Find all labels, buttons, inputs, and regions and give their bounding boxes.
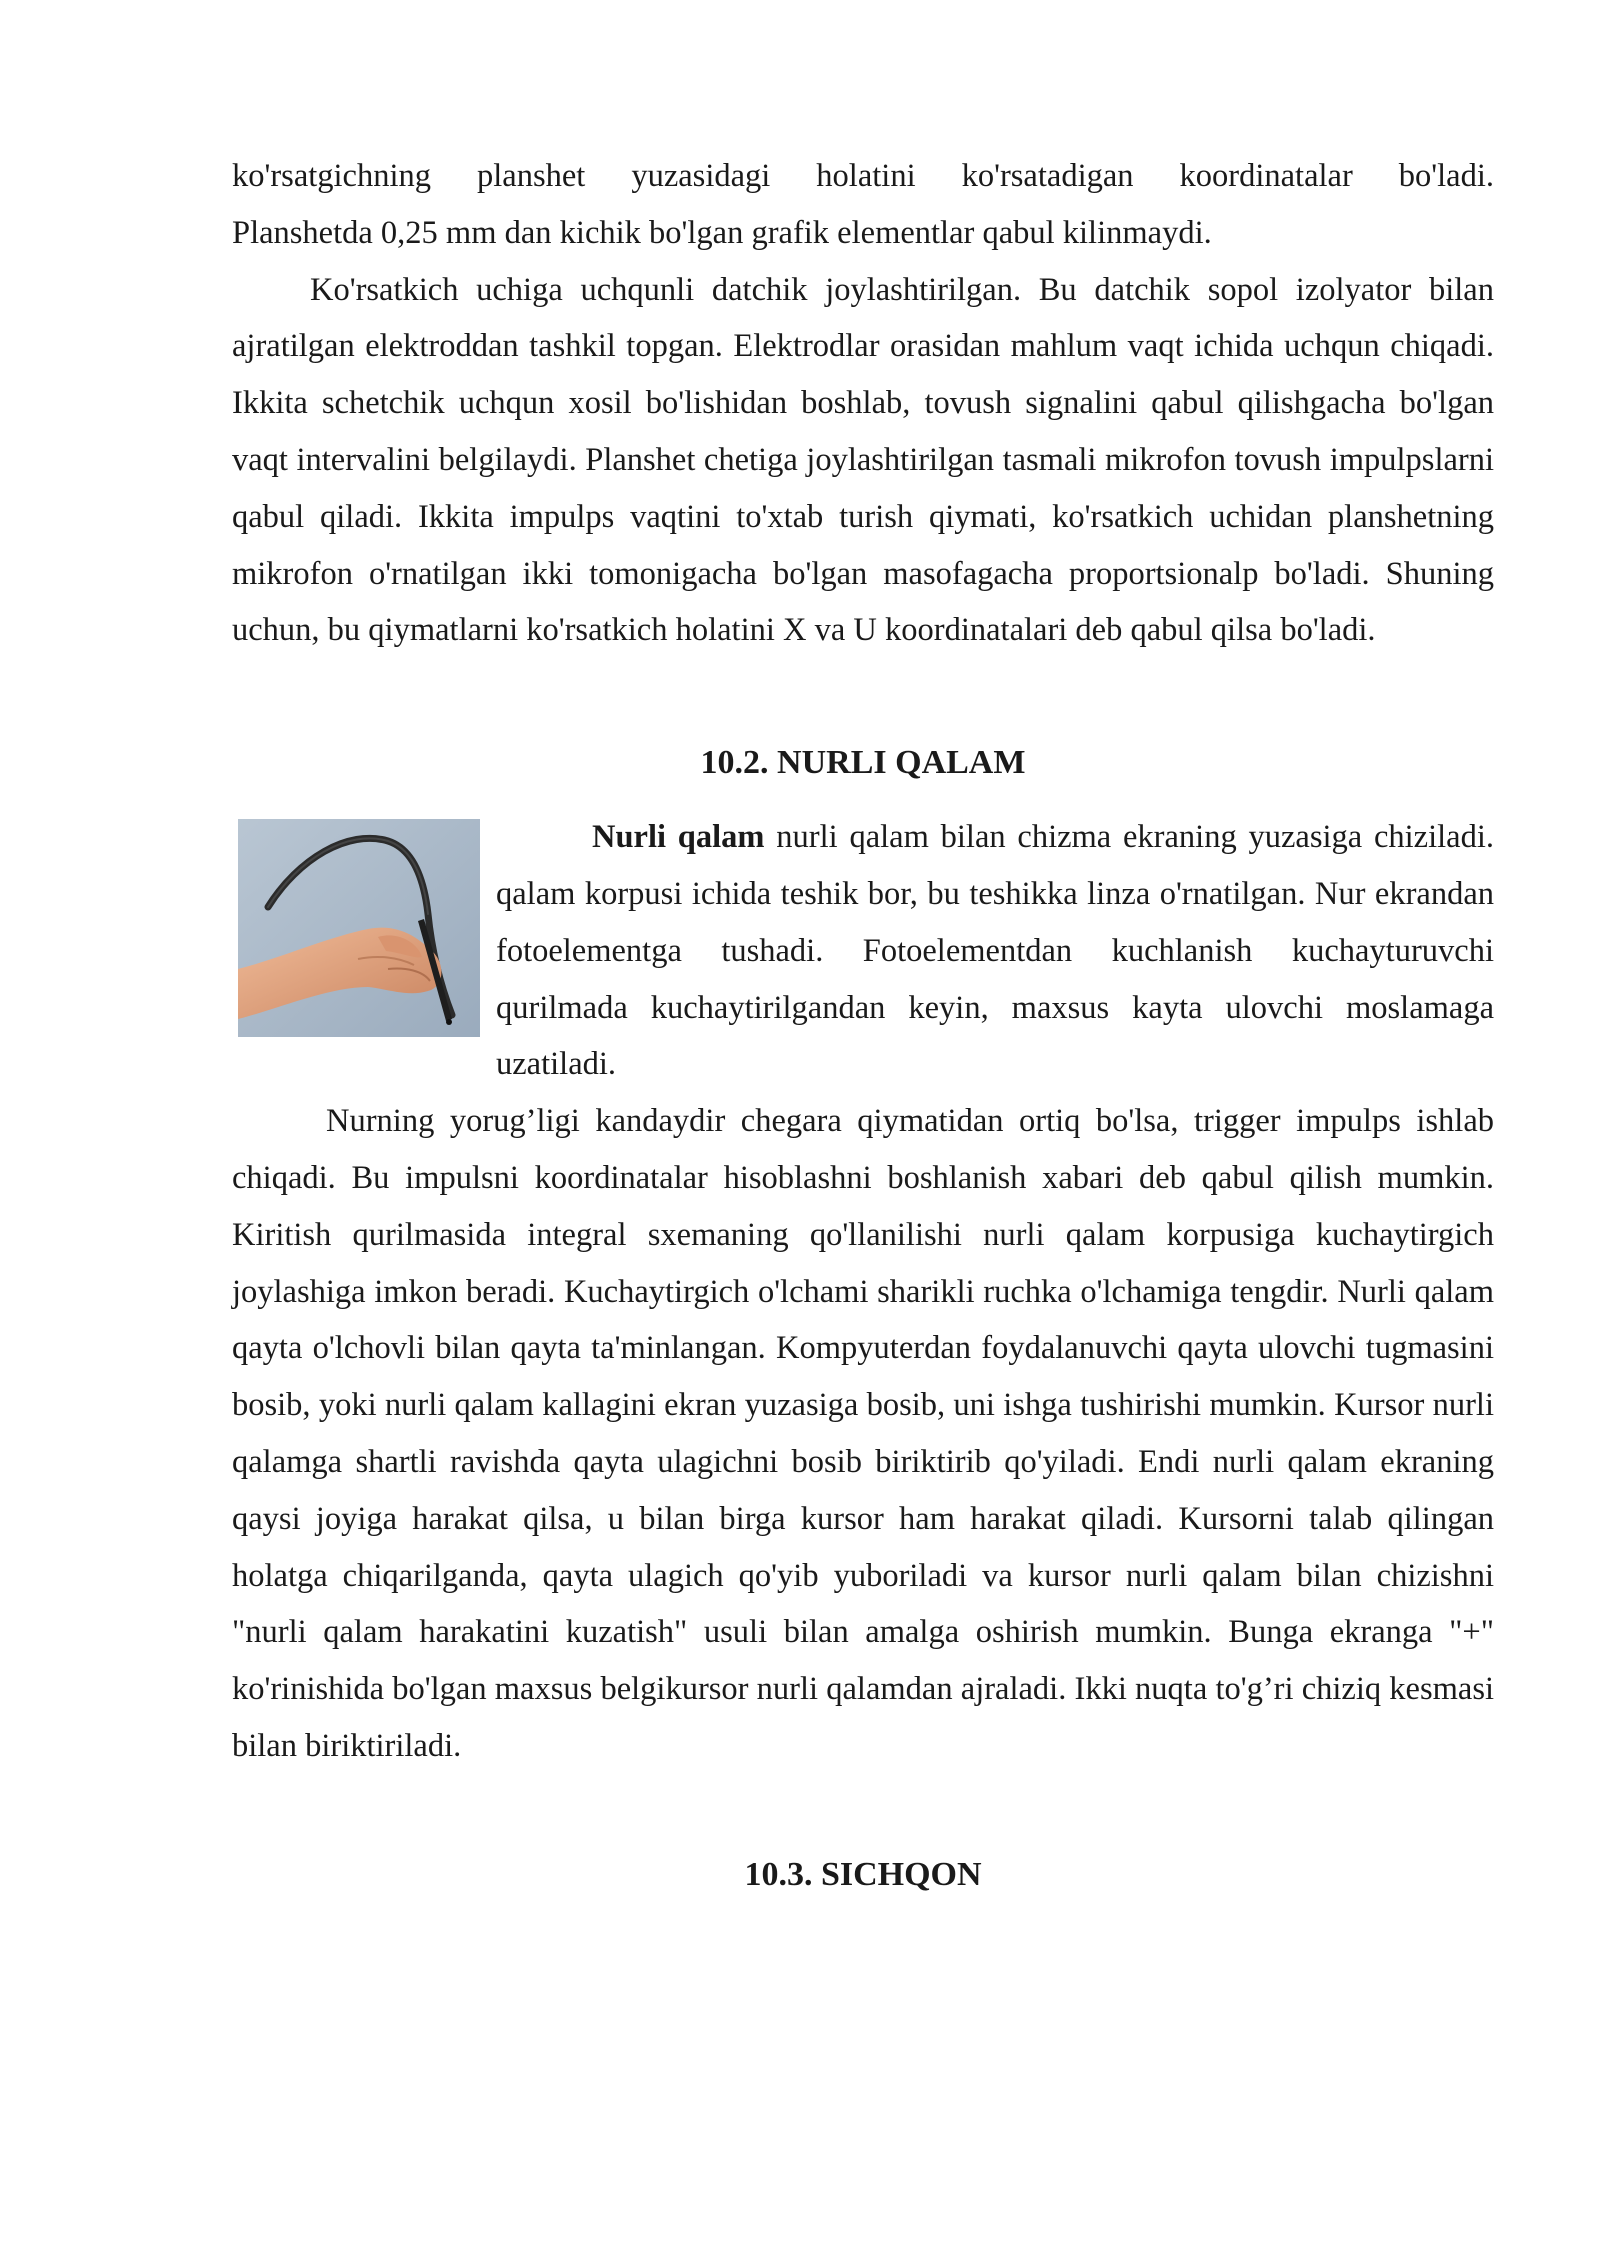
paragraph-nurli-details: Nurning yorug’ligi kandaydir chegara qiymatidan ortiq bo'lsa, trigger impulps ishlab chiqadi. Bu impulsni koordinatalar hisoblashni boshlanish xabari deb qabul qilish mumkin. Kiritish qurilmasida integral sxemaning qo'llanilishi nurli qalam korpusiga kuchaytirgich joylashiga imkon beradi. Kuchaytirgich o'lchami sharikli ruchka o'lchamiga tengdir. Nurli qalam qayta o'lchovli bilan qayta ta'minlangan. Kompyuterdan foydalanuvchi qayta ulovchi tugmasini bosib, yoki nurli qalam kallagini ekran yuzasiga bosib, uni ishga tushirishi mumkin. Kursor nurli qalamga shartli ravishda qayta ulagichni bosib biriktirib qo'yiladi. Endi nurli qalam ekraning qaysi joyiga harakat qilsa, u bilan birga kursor ham harakat qiladi. Kursorni talab qilingan holatga chiqarilganda, qayta ulagich qo'yib yuboriladi va kursor nurli qalam bilan chizishni "nurli qalam harakatini kuzatish" usuli bilan amalga oshirish mumkin. Bunga ekranga "+" ko'rinishida bo'lgan maxsus belgikursor nurli qalamdan ajraladi. Ikki nuqta to'g’ri chiziq kesmasi bilan biriktiriladi. <box>232 1103 1494 1764</box>
paragraph-datchik: Ko'rsatkich uchiga uchqunli datchik joylashtirilgan. Bu datchik sopol izolyator bilan ajratilgan elektroddan tashkil topgan. Elektrodlar orasidan mahlum vaqt ichida uchqun chiqadi. Ikkita schetchik uchqun xosil bo'lishidan boshlab, tovush signalini qabul qilishgacha bo'lgan vaqt intervalini belgilaydi. Planshet chetiga joylashtirilgan tasmali mikrofon tovush impulpslarni qabul qiladi. Ikkita impulps vaqtini to'xtab turish qiymati, ko'rsatkich uchidan planshetning mikrofon o'rnatilgan ikki tomonigacha bo'lgan masofagacha proportsionalp bo'ladi. Shuning uchun, bu qiymatlarni ko'rsatkich holatini X va U koordinatalari deb qabul qilsa bo'ladi. <box>232 271 1494 649</box>
section-heading-sichqon: 10.3. SICHQON <box>744 1855 982 1893</box>
term-nurli-qalam: Nurli qalam <box>592 819 765 856</box>
light-pen-figure <box>238 819 480 1037</box>
hand-holding-light-pen-icon <box>238 819 480 1037</box>
section-heading-nurli-qalam: 10.2. NURLI QALAM <box>700 744 1026 782</box>
top-paragraph-end <box>232 205 1494 262</box>
document-page <box>232 148 1494 1903</box>
lead-indent <box>496 819 592 855</box>
top-paragraph-line1: ko'rsatgichning planshet yuzasidagi holatini ko'rsatadigan koordinatalar bo'ladi. <box>232 158 1494 194</box>
top-paragraph-line2: Planshetda 0,25 mm dan kichik bo'lgan grafik elementlar qabul kilinmaydi. <box>232 214 1212 251</box>
top-paragraph <box>232 148 1494 205</box>
paragraph-nurli-lead-text: nurli qalam bilan chizma ekraning yuzasiga chiziladi. qalam korpusi ichida teshik bor, bu teshikka linza o'rnatilgan. Nur ekrandan fotoelementga tushadi. Fotoelementdan kuchlanish kuchayturuvchi qurilmada kuchaytirilgandan keyin, maxsus kayta ulovchi moslamaga uzatiladi. <box>496 819 1494 1083</box>
